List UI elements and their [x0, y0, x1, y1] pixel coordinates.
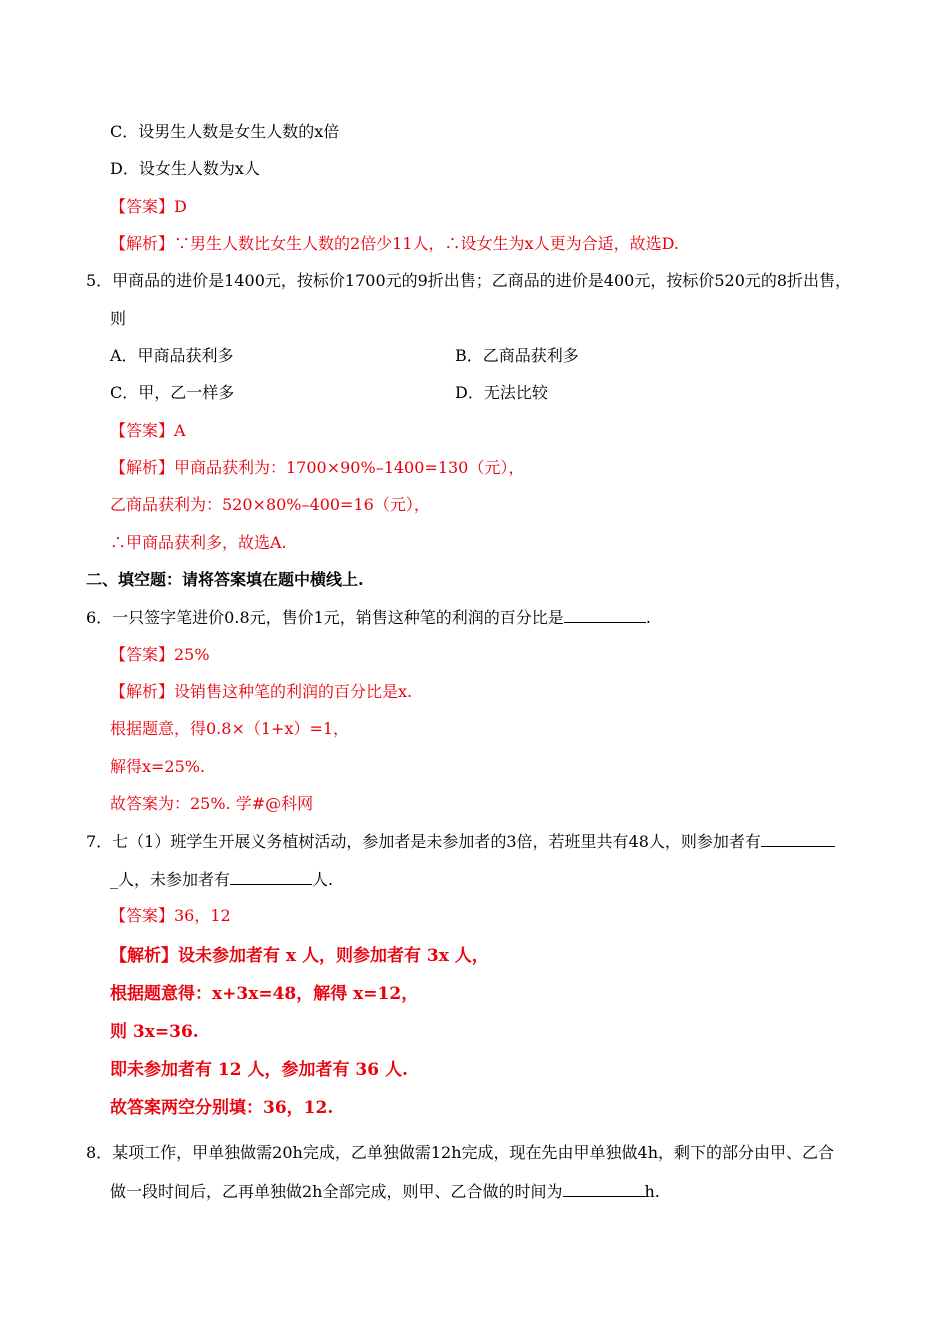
q5-analysis-line-2: 乙商品获利为：520×80%–400=16（元），	[110, 495, 430, 514]
q8-stem-line-2	[110, 1180, 660, 1203]
q5-stem-line-2: 则	[110, 309, 127, 328]
q6-stem	[86, 606, 651, 629]
q7-stem-line-1	[86, 830, 835, 853]
q7-blank-1	[761, 830, 835, 847]
q6-analysis-line-3: 解得x=25%.	[110, 757, 206, 776]
q8-stem-end: h.	[644, 1182, 660, 1201]
q4-option-d: D．设女生人数为x人	[110, 159, 260, 178]
q5-option-d: D．无法比较	[455, 383, 548, 402]
q7-analysis-line-1: 【解析】设未参加者有 x 人，则参加者有 3x 人，	[110, 946, 489, 966]
q7-analysis-line-5: 故答案两空分别填：36，12.	[110, 1098, 334, 1118]
q8-stem-line-1: 8．某项工作，甲单独做需20h完成，乙单独做需12h完成，现在先由甲单独做4h，剩下的部分由甲、乙合	[86, 1143, 834, 1162]
q7-analysis-line-2: 根据题意得：x+3x=48，解得 x=12，	[110, 984, 419, 1004]
q6-answer-blank	[564, 606, 646, 623]
q5-option-a: A．甲商品获利多	[110, 346, 234, 365]
q7-answer: 【答案】36，12	[110, 906, 231, 925]
q6-answer: 【答案】25%	[110, 645, 210, 664]
q7-stem-text-3: 人.	[312, 870, 334, 889]
q4-analysis: 【解析】∵男生人数比女生人数的2倍少11人，∴设女生为x人更为合适，故选D.	[110, 234, 679, 253]
q7-analysis-line-3: 则 3x=36.	[110, 1022, 199, 1042]
q5-answer: 【答案】A	[110, 421, 186, 440]
q5-option-c: C．甲，乙一样多	[110, 383, 235, 402]
q8-stem-text: 做一段时间后，乙再单独做2h全部完成，则甲、乙合做的时间为	[110, 1182, 563, 1201]
q8-answer-blank	[563, 1180, 645, 1197]
q7-stem-text-2: _人，未参加者有	[110, 870, 231, 889]
q6-stem-text: 6．一只签字笔进价0.8元，售价1元，销售这种笔的利润的百分比是	[86, 608, 564, 627]
q6-analysis-line-1: 【解析】设销售这种笔的利润的百分比是x.	[110, 682, 413, 701]
q7-stem-line-2	[110, 868, 333, 891]
q5-analysis-line-3: ∴甲商品获利多，故选A.	[110, 533, 287, 552]
q7-blank-2	[230, 868, 312, 885]
q7-stem-text-1: 7．七（1）班学生开展义务植树活动，参加者是未参加者的3倍，若班里共有48人，则参加者有	[86, 832, 761, 851]
q6-stem-end: .	[645, 608, 651, 627]
q4-answer: 【答案】D	[110, 197, 187, 216]
q5-analysis-line-1: 【解析】甲商品获利为：1700×90%–1400=130（元），	[110, 458, 525, 477]
q4-option-c: C．设男生人数是女生人数的x倍	[110, 122, 340, 141]
q6-analysis-line-2: 根据题意，得0.8×（1+x）=1，	[110, 719, 350, 738]
q6-analysis-line-4: 故答案为：25%. 学#@科网	[110, 794, 314, 813]
q5-option-b: B．乙商品获利多	[455, 346, 579, 365]
q7-analysis-line-4: 即未参加者有 12 人，参加者有 36 人.	[110, 1060, 408, 1080]
q5-stem-line-1: 5．甲商品的进价是1400元，按标价1700元的9折出售；乙商品的进价是400元，按标价520元的8折出售，	[86, 271, 852, 290]
section-heading-fill-blank: 二、填空题：请将答案填在题中横线上.	[86, 570, 364, 589]
